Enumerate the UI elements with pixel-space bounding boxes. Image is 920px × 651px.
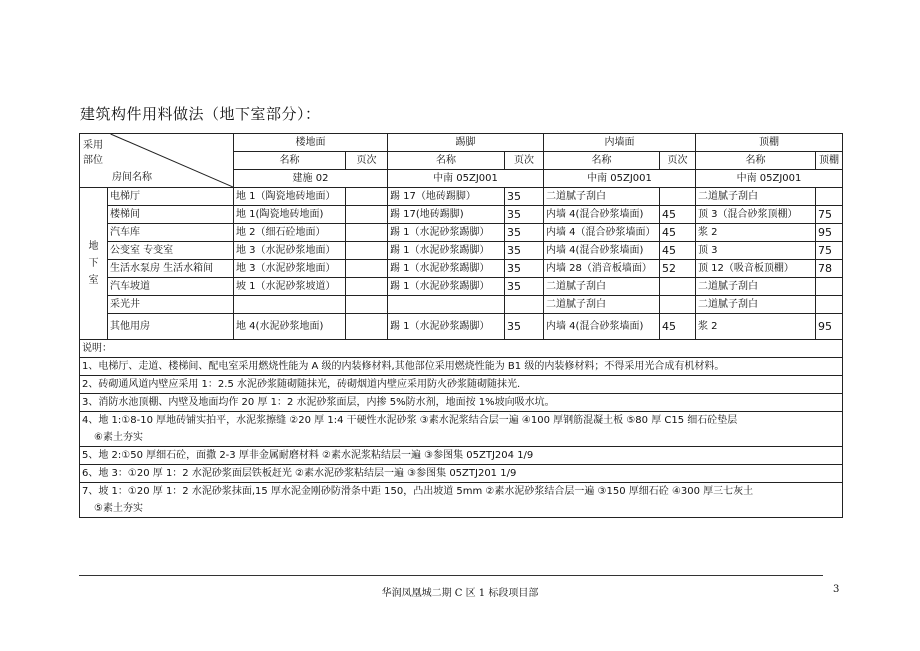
page-header: 页次 — [346, 152, 388, 170]
base-name: 踢 17（地砖踢脚） — [388, 188, 505, 206]
floor-page — [346, 314, 388, 340]
source-ceiling: 中南 05ZJ001 — [696, 170, 843, 188]
ceiling-page — [816, 296, 843, 314]
base-name: 踢 1（水泥砂浆踢脚） — [388, 314, 505, 340]
ceiling-name: 浆 2 — [696, 314, 816, 340]
floor-name: 地 1(陶瓷地砖地面) — [234, 206, 346, 224]
footer-rule — [79, 575, 823, 576]
room-name: 采光井 — [108, 296, 234, 314]
wall-page: 45 — [660, 314, 696, 340]
wall-name: 内墙 4(混合砂浆墙面) — [544, 314, 660, 340]
category-cell — [80, 188, 108, 340]
source-floor: 建施 02 — [234, 170, 388, 188]
ceiling-page: 78 — [816, 260, 843, 278]
ceiling-name: 二道腻子刮白 — [696, 296, 816, 314]
note-line: 4、地 1:①8-10 厚地砖铺实拍平，水泥浆擦缝 ②20 厚 1:4 干硬性水泥砂浆 ③素水泥浆结合层一遍 ④100 厚钢筋混凝土板 ⑤80 厚 C15 细石砼垫层 — [82, 415, 738, 426]
table-row — [80, 188, 843, 206]
group-inner-wall: 内墙面 — [544, 134, 696, 152]
note-line: 7、坡 1：①20 厚 1：2 水泥砂浆抹面,15 厚水泥金刚砂防滑条中距 150，凸出坡道 5mm ②素水泥砂浆结合层一遍 ③150 厚细石砼 ④300 厚三七灰土 — [82, 486, 754, 497]
floor-page — [346, 206, 388, 224]
use-label: 采用部位 — [83, 140, 103, 166]
ceiling-name: 顶 3（混合砂浆顶棚） — [696, 206, 816, 224]
page-header: 页次 — [505, 152, 544, 170]
ceiling-page: 95 — [816, 224, 843, 242]
room-label: 房间名称 — [112, 172, 152, 183]
base-name — [388, 296, 505, 314]
wall-name: 二道腻子刮白 — [544, 296, 660, 314]
note-line: 2、砖砌通风道内壁应采用 1：2.5 水泥砂浆随砌随抹光，砖砌烟道内壁应采用防火砂浆随砌随抹光. — [80, 376, 843, 394]
table-row — [80, 314, 843, 340]
header-diagonal-cell — [80, 134, 234, 188]
note-line: ⑤素土夯实 — [94, 503, 143, 514]
base-page: 35 — [505, 278, 544, 296]
floor-name: 地 1（陶瓷地砖地面） — [234, 188, 346, 206]
ceiling-page — [816, 278, 843, 296]
group-floor: 楼地面 — [234, 134, 388, 152]
table-row — [80, 224, 843, 242]
base-page: 35 — [505, 314, 544, 340]
ceiling-name: 二道腻子刮白 — [696, 188, 816, 206]
base-page: 35 — [505, 260, 544, 278]
table-row — [80, 242, 843, 260]
wall-page — [660, 296, 696, 314]
page-number: 3 — [833, 584, 840, 595]
floor-name: 地 2（细石砼地面） — [234, 224, 346, 242]
wall-page: 45 — [660, 206, 696, 224]
base-page: 35 — [505, 206, 544, 224]
wall-name: 内墙 4(混合砂浆墙面) — [544, 206, 660, 224]
notes-label: 说明： — [80, 340, 843, 358]
base-name: 踢 1（水泥砂浆踢脚） — [388, 224, 505, 242]
page-header: 页次 — [660, 152, 696, 170]
ceiling-page: 75 — [816, 242, 843, 260]
wall-page: 45 — [660, 224, 696, 242]
wall-name: 内墙 4（混合砂浆墙面） — [544, 224, 660, 242]
room-name: 公变室 专变室 — [108, 242, 234, 260]
note-line: 6、地 3：①20 厚 1：2 水泥砂浆面层铁板赶光 ②素水泥砂浆粘结层一遍 ③参图集 05ZTJ201 1/9 — [80, 465, 843, 483]
base-name: 踢 1（水泥砂浆踢脚） — [388, 260, 505, 278]
name-header: 名称 — [388, 152, 505, 170]
room-name: 其他用房 — [108, 314, 234, 340]
source-inner-wall: 中南 05ZJ001 — [544, 170, 696, 188]
category-char: 地 — [88, 241, 99, 252]
room-name: 电梯厅 — [108, 188, 234, 206]
name-header: 名称 — [544, 152, 660, 170]
name-header: 名称 — [696, 152, 816, 170]
table-row — [80, 260, 843, 278]
wall-page: 52 — [660, 260, 696, 278]
page-title: 建筑构件用料做法（地下室部分）： — [80, 105, 321, 123]
base-page: 35 — [505, 224, 544, 242]
ceiling-page — [816, 188, 843, 206]
floor-name: 地 4(水泥砂浆地面) — [234, 314, 346, 340]
footer-text: 华润凤凰城二期 C 区 1 标段项目部 — [381, 588, 539, 599]
floor-page — [346, 260, 388, 278]
floor-page — [346, 278, 388, 296]
group-ceiling: 顶棚 — [696, 134, 843, 152]
category-label — [82, 238, 105, 289]
wall-name: 二道腻子刮白 — [544, 188, 660, 206]
wall-page — [660, 278, 696, 296]
table-row — [80, 296, 843, 314]
base-name: 踢 1（水泥砂浆踢脚） — [388, 242, 505, 260]
wall-name: 内墙 4(混合砂浆墙面) — [544, 242, 660, 260]
category-char: 室 — [88, 275, 99, 286]
base-page: 35 — [505, 242, 544, 260]
source-baseboard: 中南 05ZJ001 — [388, 170, 544, 188]
ceiling-page: 75 — [816, 206, 843, 224]
note-line: 3、消防水池顶棚、内壁及地面均作 20 厚 1：2 水泥砂浆面层，内掺 5%防水剂，地面按 1%坡向吸水坑。 — [80, 394, 843, 412]
base-name: 踢 17(地砖踢脚) — [388, 206, 505, 224]
table-row — [80, 278, 843, 296]
base-name: 踢 1（水泥砂浆踢脚） — [388, 278, 505, 296]
floor-name — [234, 296, 346, 314]
category-char: 下 — [88, 258, 99, 269]
floor-page — [346, 242, 388, 260]
group-baseboard: 踢脚 — [388, 134, 544, 152]
base-page — [505, 296, 544, 314]
table-row — [80, 206, 843, 224]
note-line: 1、电梯厅、走道、楼梯间、配电室采用燃烧性能为 A 级的内装修材料,其他部位采用燃烧性能为 B1 级的内装修材料；不得采用光合成有机材料。 — [80, 358, 843, 376]
ceiling-name: 浆 2 — [696, 224, 816, 242]
floor-page — [346, 296, 388, 314]
wall-name: 二道腻子刮白 — [544, 278, 660, 296]
room-name: 生活水泵房 生活水箱间 — [108, 260, 234, 278]
floor-page — [346, 188, 388, 206]
note-block — [80, 483, 843, 518]
ceiling-name: 顶 12（吸音板顶棚） — [696, 260, 816, 278]
ceiling-name: 顶 3 — [696, 242, 816, 260]
base-page: 35 — [505, 188, 544, 206]
floor-name: 地 3（水泥砂浆地面） — [234, 242, 346, 260]
room-name: 楼梯间 — [108, 206, 234, 224]
note-line: 5、地 2:①50 厚细石砼，面撒 2-3 厚非金属耐磨材料 ②素水泥浆粘结层一遍 ③参图集 05ZTJ204 1/9 — [80, 447, 843, 465]
wall-name: 内墙 28（消音板墙面） — [544, 260, 660, 278]
floor-page — [346, 224, 388, 242]
materials-table — [79, 133, 843, 518]
name-header: 名称 — [234, 152, 346, 170]
note-block — [80, 412, 843, 447]
note-line: ⑥素土夯实 — [94, 432, 143, 443]
room-name: 汽车库 — [108, 224, 234, 242]
wall-page — [660, 188, 696, 206]
page-header: 顶棚 — [816, 152, 843, 170]
floor-name: 坡 1（水泥砂浆坡道） — [234, 278, 346, 296]
ceiling-name: 二道腻子刮白 — [696, 278, 816, 296]
ceiling-page: 95 — [816, 314, 843, 340]
floor-name: 地 3（水泥砂浆地面） — [234, 260, 346, 278]
room-name: 汽车坡道 — [108, 278, 234, 296]
wall-page: 45 — [660, 242, 696, 260]
